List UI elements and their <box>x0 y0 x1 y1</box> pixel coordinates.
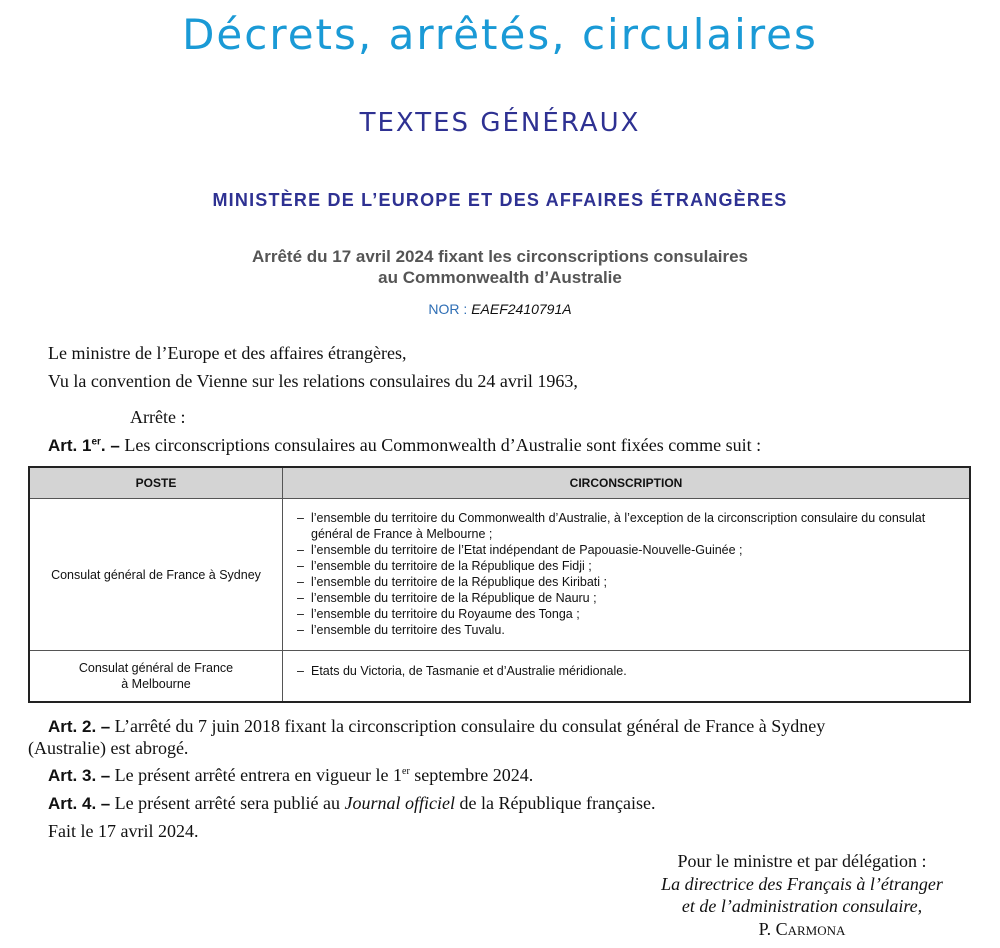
article-1-text: Les circonscriptions consulaires au Commonwealth d’Australie sont fixées comme suit : <box>124 435 762 455</box>
poste-sydney: Consulat général de France à Sydney <box>29 499 283 651</box>
article-4-label: Art. 4. <box>48 794 97 813</box>
section-title: TEXTES GÉNÉRAUX <box>359 108 641 138</box>
poste-melbourne: Consulat général de France à Melbourne <box>29 651 283 703</box>
list-item: – l’ensemble du territoire de la République des Fidji ; <box>293 558 959 574</box>
table-header-circonscription: CIRCONSCRIPTION <box>283 467 971 499</box>
article-3: Art. 3. – Le présent arrêté entrera en vigueur le 1er septembre 2024. <box>48 765 534 785</box>
signature-line-1: Pour le ministre et par délégation : <box>677 851 927 871</box>
table-row <box>29 651 970 703</box>
decree-title-line-2: au Commonwealth d’Australie <box>378 268 622 287</box>
decree-title-line-1: Arrêté du 17 avril 2024 fixant les circonscriptions consulaires <box>251 247 749 266</box>
nor-label: NOR : <box>428 301 472 317</box>
list-item: – l’ensemble du territoire du Commonwealth d’Australie, à l’exception de la circonscription consulaire du consulat général de France à Melbourne ; <box>293 510 959 542</box>
list-item: – l’ensemble du territoire de l’Etat indépendant de Papouasie-Nouvelle-Guinée ; <box>293 542 959 558</box>
circumscription-table <box>28 466 971 703</box>
article-2-text: L’arrêté du 7 juin 2018 fixant la circonscription consulaire du consulat général de France à Sydney <box>114 716 826 736</box>
list-item: – Etats du Victoria, de Tasmanie et d’Australie méridionale. <box>293 663 959 679</box>
list-item: – l’ensemble du territoire de la République des Kiribati ; <box>293 574 959 590</box>
list-item: – l’ensemble du territoire de la République de Nauru ; <box>293 590 959 606</box>
article-2-label: Art. 2. <box>48 717 97 736</box>
circonscription-sydney <box>283 499 971 651</box>
signatory-name: P. Carmona <box>758 919 846 939</box>
ministry-heading: MINISTÈRE DE L’EUROPE ET DES AFFAIRES ÉTRANGÈRES <box>212 190 788 210</box>
list-item: – l’ensemble du territoire des Tuvalu. <box>293 622 959 638</box>
article-2: Art. 2. – L’arrêté du 7 juin 2018 fixant la circonscription consulaire du consulat général de France à Sydney <box>48 716 826 736</box>
preamble-arrete: Arrête : <box>130 407 186 427</box>
nor-reference <box>0 301 1000 317</box>
article-4: Art. 4. – Le présent arrêté sera publié au Journal officiel de la République française. <box>48 793 656 813</box>
main-title: Décrets, arrêtés, circulaires <box>182 10 818 59</box>
article-1-label: Art. 1er. – <box>48 436 120 455</box>
list-item: – l’ensemble du territoire du Royaume des Tonga ; <box>293 606 959 622</box>
signature-line-3: et de l’administration consulaire, <box>681 896 923 916</box>
fait-le: Fait le 17 avril 2024. <box>48 821 199 841</box>
nor-value: EAEF2410791A <box>471 301 572 317</box>
table-row <box>29 499 970 651</box>
article-2-continued: (Australie) est abrogé. <box>28 738 189 758</box>
article-1 <box>48 435 761 456</box>
article-1-sup: er <box>91 436 101 448</box>
signature-line-2: La directrice des Français à l’étranger <box>661 874 943 894</box>
circonscription-melbourne <box>283 651 971 703</box>
table-header-poste: POSTE <box>29 467 283 499</box>
decree-title <box>0 246 1000 288</box>
preamble-vu: Vu la convention de Vienne sur les relations consulaires du 24 avril 1963, <box>48 371 578 391</box>
preamble-minister: Le ministre de l’Europe et des affaires étrangères, <box>48 343 407 363</box>
article-3-label: Art. 3. <box>48 766 97 785</box>
